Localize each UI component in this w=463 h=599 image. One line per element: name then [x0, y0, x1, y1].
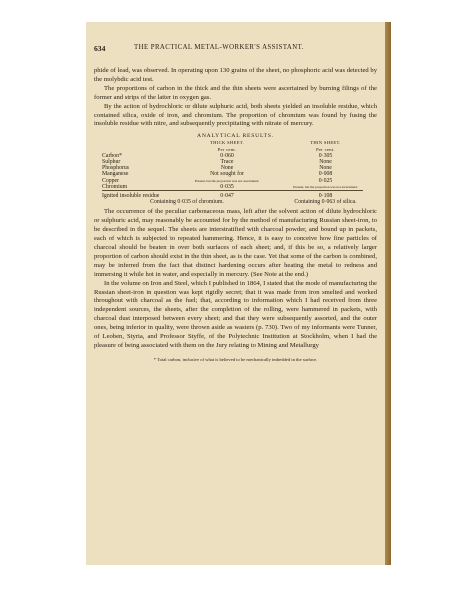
element-label: Sulphur [102, 158, 121, 165]
page-edge [385, 22, 391, 565]
book-page [86, 22, 385, 565]
paragraph: phide of lead, was observed. In operating upon 130 grains of the sheet, no phosphoric acid was detected by the molybdic acid test. [94, 67, 377, 83]
col-thin-heading: THIN SHEET. [310, 140, 341, 146]
table-header-row [102, 140, 363, 152]
paragraph: The occurrence of the peculiar carbonaceous mass, left after the solvent action of dilute hydrochloric or sulphuric acid, may reasonably be accounted for by the method of manufacturing Russian sheet-iron, to be described in the sequel. The sheets are interstratified with charcoal powder, and bound up in packets, each of which is subjected to repeated hammering. Hence, it is easy to conceive how fine particles of charcoal should be beaten in over both surfaces of each sheet; and, if this be so, a relatively larger proportion of carbon should exist in the thin sheet, as is the case. Yet that some of the carbon is combined, may be inferred from the fact that distinct hardening occurs after heating the metal to redness and immersing it while hot in water, and especially in mercury. (See Note at the end.) [94, 208, 377, 278]
running-title: THE PRACTICAL METAL-WORKER'S ASSISTANT. [134, 44, 304, 51]
containing-row [102, 199, 363, 205]
residue-label: Ignited insoluble residue [102, 192, 160, 199]
thick-value: Trace [220, 158, 234, 165]
footnote: * Total carbon, inclusive of what is believed to be mechanically imbedded in the surface. [153, 356, 318, 362]
col-thick-unit: Per cent. [217, 146, 237, 152]
residue-thin: 0·108 [318, 192, 333, 199]
element-label: Phosphorus [102, 165, 130, 172]
residue-thick: 0·047 [220, 192, 234, 199]
thin-value: Present, but the proportion was not ascertained. [293, 184, 358, 189]
paragraph: By the action of hydrochloric or dilute sulphuric acid, both sheets yielded an insoluble residue, which contained silica, oxide of iron, and chromium. The proportion of chromium was found by fusing the insoluble residue with nitre, and subsequently precipitating with nitrate of mercury. [94, 102, 377, 128]
thick-value: Not sought for [210, 171, 244, 178]
results-title: ANALYTICAL RESULTS. [197, 133, 274, 140]
page-number: 634 [94, 44, 106, 53]
element-label: Chromium [102, 183, 128, 190]
running-header [94, 44, 377, 54]
analysis-table [102, 140, 363, 205]
thick-value: None [220, 165, 234, 172]
containing-thick: Containing 0·035 of chromium. [150, 199, 224, 206]
element-label: Copper [102, 177, 120, 184]
containing-thin: Containing 0·063 of silica. [294, 199, 357, 206]
thick-value: 0·060 [220, 152, 234, 159]
element-label: Manganese [102, 171, 129, 178]
col-thin-unit: Per cent. [316, 146, 335, 152]
table-row [102, 184, 363, 191]
page-body [94, 67, 377, 363]
thick-value: Present, but the proportion was not ascertained. [194, 178, 260, 183]
thin-value: 0·025 [318, 177, 333, 184]
paragraph: The proportions of carbon in the thick and the thin sheets were ascertained by burning filings of the former and strips of the latter in oxygen gas. [94, 84, 377, 101]
element-label: Carbon* [102, 152, 122, 159]
thick-value: 0·035 [220, 183, 234, 190]
col-thick-heading: THICK SHEET. [210, 140, 244, 146]
thin-value: None [319, 165, 332, 172]
thin-value: None [319, 158, 332, 165]
paragraph: In the volume on Iron and Steel, which I published in 1864, I stated that the mode of manufacturing the Russian sheet-iron in question was kept rigidly secret; that it was made from iron smelted and worked throughout with charcoal as the fuel; that, according to information which I had received from three independent sources, the sheets, after the completion of the rolling, were hammered in packets, with charcoal dust interposed between every sheet; and that they were subsequently assorted, and the outer ones, being inferior in quality, were thrown aside as wasters (p. 730). Two of my informants were Tunner, of Leoben, Styria, and Professor Styffe, of the Polytechnic Institution at Stockholm, when I had the pleasure of being associated with them on the Jury relating to Mining and Metallurgy [94, 279, 377, 349]
thin-value: 0·305 [318, 152, 333, 159]
thin-value: 0·008 [318, 171, 333, 178]
